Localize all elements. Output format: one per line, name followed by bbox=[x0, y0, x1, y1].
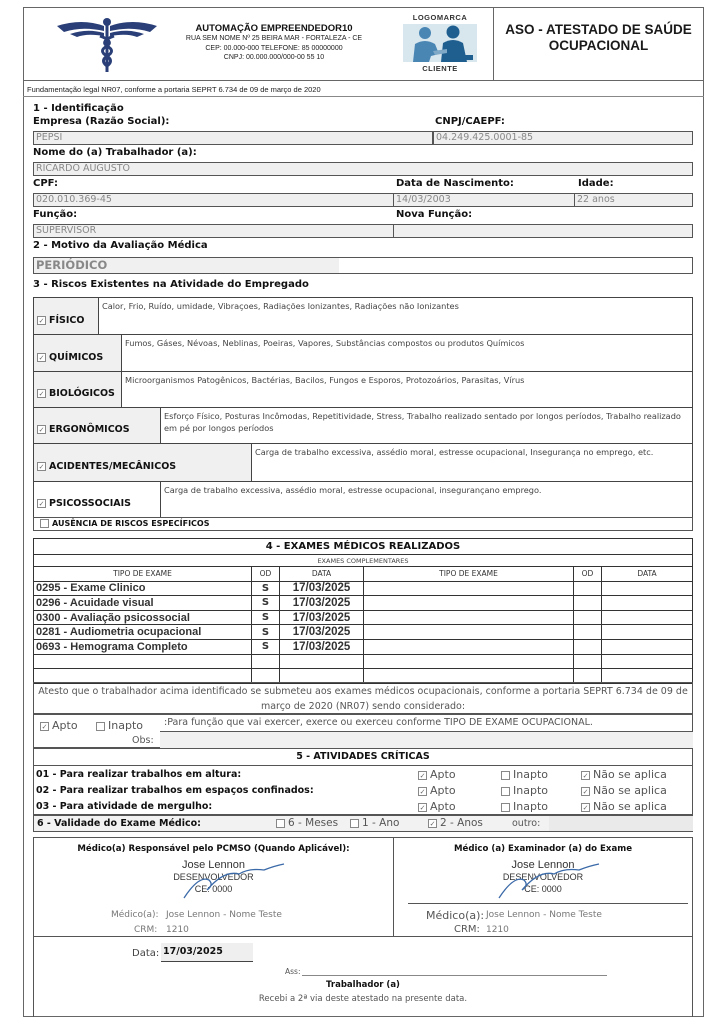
examiner-doctor-name: Jose Lennon bbox=[511, 859, 575, 871]
table-row: 0295 - Exame Clinico S 17/03/2025 bbox=[34, 581, 693, 596]
birth-date-field[interactable]: 14/03/2003 bbox=[393, 193, 575, 207]
critical-na-option[interactable]: ✓ Não se aplica bbox=[582, 768, 667, 781]
exams-subtitle: EXAMES COMPLEMENTARES bbox=[34, 555, 693, 567]
risk-row-acidentes bbox=[33, 443, 693, 482]
company-name: AUTOMAÇÃO EMPREENDEDOR10 bbox=[195, 23, 353, 34]
pcmso-doctor-name: Jose Lennon bbox=[182, 859, 245, 871]
critical-inapto-option[interactable]: Inapto bbox=[501, 784, 548, 797]
receipt-text: Recebi a 2ª via deste atestado na presente data. bbox=[258, 994, 468, 1004]
col-header-od-2: OD bbox=[574, 567, 602, 582]
aptitude-area bbox=[33, 714, 693, 748]
examiner-doctor-signature bbox=[394, 838, 692, 936]
inapto-option[interactable]: Inapto bbox=[96, 719, 143, 732]
exams-header-row bbox=[34, 567, 693, 582]
new-role-label: Nova Função: bbox=[396, 209, 473, 220]
birth-date-label: Data de Nascimento: bbox=[396, 178, 514, 189]
pcmso-doctor-signature bbox=[34, 838, 394, 936]
cpf-field[interactable]: 020.010.369-45 bbox=[33, 193, 394, 207]
pcmso-doctor-crm-label: CRM: bbox=[134, 925, 158, 935]
receipt-date-field[interactable]: 17/03/2025 bbox=[161, 943, 253, 962]
table-row: 0300 - Avaliação psicossocial S 17/03/2025 bbox=[34, 610, 693, 625]
critical-na-option[interactable]: ✓ Não se aplica bbox=[582, 800, 667, 813]
evaluation-field[interactable]: PERIÓDICO bbox=[34, 258, 339, 273]
signature-scribble-icon bbox=[494, 860, 604, 900]
critical-apto-option[interactable]: ✓ Apto bbox=[419, 784, 456, 797]
checkbox-ergonomicos[interactable]: ✓ bbox=[38, 426, 45, 434]
risk-desc-biologicos: Microorganismos Patogênicos, Bactérias, Bacilos, Fungos e Esporos, Protozoários, Parasitas, Vírus bbox=[125, 375, 525, 385]
worker-label: Trabalhador (a) bbox=[326, 980, 400, 990]
worker-signature-line[interactable] bbox=[302, 975, 607, 976]
critical-inapto-option[interactable]: Inapto bbox=[501, 800, 548, 813]
critical-na-option[interactable]: ✓ Não se aplica bbox=[582, 784, 667, 797]
risk-desc-quimicos: Fumos, Gáses, Névoas, Neblinas, Poeiras, Vapores, Substâncias compostos ou produtos Químicos bbox=[125, 338, 525, 348]
checkbox-inapto[interactable] bbox=[96, 722, 105, 731]
risk-desc-fisico: Calor, Frio, Ruído, umidade, Vibraçoes, Radiações Ionizantes, Radiações não Ionizantes bbox=[102, 301, 459, 311]
client-logo-top-text: LOGOMARCA bbox=[412, 13, 468, 22]
receipt-date-label: Data: bbox=[132, 948, 160, 959]
risk-row-ergonomicos bbox=[33, 407, 693, 444]
role-field[interactable]: SUPERVISOR bbox=[33, 224, 394, 238]
examiner-doctor-title: Médico (a) Examinador (a) do Exame bbox=[453, 844, 633, 854]
pcmso-doctor-crm-value: 1210 bbox=[166, 925, 189, 935]
col-header-exam-type: TIPO DE EXAME bbox=[34, 567, 252, 582]
cpf-label: CPF: bbox=[33, 178, 58, 189]
validity-other-label: outro: bbox=[512, 818, 541, 829]
role-label: Função: bbox=[33, 209, 78, 220]
examiner-doctor-role: DESENVOLVEDOR bbox=[502, 872, 584, 882]
signatures-box bbox=[33, 837, 693, 937]
document-title-line-2: OCUPACIONAL bbox=[548, 38, 649, 53]
pcmso-doctor-medico-value: Jose Lennon - Nome Teste bbox=[166, 910, 282, 920]
section-evaluation-title: 2 - Motivo da Avaliação Médica bbox=[33, 240, 208, 251]
risk-label-ergonomicos[interactable]: ✓ ERGONÔMICOS bbox=[34, 408, 161, 443]
section-risks-title: 3 - Riscos Existentes na Atividade do Empregado bbox=[33, 279, 309, 290]
new-role-field[interactable] bbox=[393, 224, 693, 238]
age-field[interactable]: 22 anos bbox=[574, 193, 693, 207]
critical-apto-option[interactable]: ✓ Apto bbox=[419, 800, 456, 813]
critical-apto-option[interactable]: ✓ Apto bbox=[419, 768, 456, 781]
client-logo bbox=[390, 13, 490, 79]
pcmso-doctor-medico-label: Médico(a): bbox=[111, 910, 159, 920]
obs-field[interactable] bbox=[160, 732, 693, 748]
cnpj-label: CNPJ/CAEPF: bbox=[435, 116, 505, 127]
col-header-od: OD bbox=[252, 567, 280, 582]
worker-receipt-area bbox=[33, 937, 693, 1017]
validity-other-field[interactable] bbox=[549, 816, 693, 831]
checkbox-apto[interactable]: ✓ bbox=[41, 722, 48, 731]
pcmso-doctor-ce: CE: 0000 bbox=[194, 884, 233, 894]
apto-option[interactable]: ✓ Apto bbox=[41, 719, 78, 732]
examiner-doctor-crm-value: 1210 bbox=[486, 925, 509, 935]
risk-label-fisico[interactable]: ✓ FÍSICO bbox=[34, 298, 99, 334]
caduceus-icon bbox=[52, 14, 162, 74]
worker-name-label: Nome do (a) Trabalhador (a): bbox=[33, 147, 197, 158]
risk-label-acidentes[interactable]: ✓ ACIDENTES/MECÂNICOS bbox=[34, 444, 252, 481]
exams-table bbox=[33, 538, 693, 684]
checkbox-biologicos[interactable]: ✓ bbox=[38, 390, 45, 398]
document-title bbox=[494, 8, 703, 80]
header bbox=[23, 7, 704, 81]
exams-title: 4 - EXAMES MÉDICOS REALIZADOS bbox=[34, 539, 693, 555]
risk-label-psicossociais[interactable]: ✓ PSICOSSOCIAIS bbox=[34, 482, 161, 517]
legal-basis: Fundamentação legal NR07, conforme a portaria SEPRT 6.734 de 09 de março de 2020 bbox=[27, 85, 321, 94]
worker-signature-label: Ass: bbox=[285, 967, 301, 976]
divider bbox=[23, 96, 704, 97]
examiner-doctor-ce: CE: 0000 bbox=[524, 884, 562, 894]
table-row bbox=[34, 654, 693, 669]
company-field[interactable]: PEPSI bbox=[33, 131, 433, 145]
header-company-area bbox=[24, 8, 494, 80]
checkbox-acidentes[interactable]: ✓ bbox=[38, 463, 45, 471]
handshake-icon bbox=[403, 24, 477, 62]
col-header-date-2: DATA bbox=[602, 567, 693, 582]
critical-activities-title: 5 - ATIVIDADES CRÍTICAS bbox=[33, 748, 693, 766]
absence-of-risks-row[interactable]: AUSÊNCIA DE RISCOS ESPECÍFICOS bbox=[33, 517, 693, 531]
signature-line bbox=[408, 903, 688, 904]
risk-desc-acidentes: Carga de trabalho excessiva, assédio moral, estresse ocupacional, Insegurança no emprego, etc. bbox=[255, 447, 654, 457]
company-contact: CEP: 00.000-000 TELEFONE: 85 00000000 bbox=[205, 44, 343, 52]
validity-option-2-years[interactable]: ✓ 2 - Anos bbox=[429, 817, 483, 829]
signature-scribble-icon bbox=[179, 860, 289, 900]
checkbox-fisico[interactable]: ✓ bbox=[38, 316, 45, 325]
validity-row bbox=[33, 815, 693, 832]
risk-row-quimicos bbox=[33, 334, 693, 372]
risk-row-fisico bbox=[33, 297, 693, 335]
col-header-exam-type-2: TIPO DE EXAME bbox=[364, 567, 574, 582]
checkbox-quimicos[interactable]: ✓ bbox=[38, 353, 45, 362]
function-statement: :Para função que vai exercer, exerce ou exerceu conforme TIPO DE EXAME OCUPACIONAL. bbox=[160, 715, 693, 732]
checkbox-absence-of-risks[interactable] bbox=[40, 519, 49, 528]
pcmso-doctor-role: DESENVOLVEDOR bbox=[173, 872, 254, 882]
examiner-doctor-crm-label: CRM: bbox=[454, 924, 480, 935]
examiner-doctor-medico-value: Jose Lennon - Nome Teste bbox=[486, 910, 602, 920]
risk-desc-ergonomicos: Esforço Físico, Posturas Incômodas, Repetitividade, Stress, Trabalho realizado sentado por longos períodos, Trabalho realizado em pé por longos períodos bbox=[164, 411, 681, 433]
risk-label-biologicos[interactable]: ✓ BIOLÓGICOS bbox=[34, 372, 122, 407]
company-address: RUA SEM NOME Nº 25 BEIRA MAR - FORTALEZA - CE bbox=[185, 35, 363, 42]
company-info bbox=[159, 23, 389, 63]
validity-option-6-months[interactable]: 6 - Meses bbox=[276, 817, 338, 829]
company-label: Empresa (Razão Social): bbox=[33, 116, 170, 127]
table-row: 0296 - Acuidade visual S 17/03/2025 bbox=[34, 596, 693, 611]
cnpj-field[interactable]: 04.249.425.0001-85 bbox=[433, 131, 693, 145]
risk-label-quimicos[interactable]: ✓ QUÍMICOS bbox=[34, 335, 122, 371]
critical-row-label: 01 - Para realizar trabalhos em altura: bbox=[36, 769, 242, 780]
attestation-text: Atesto que o trabalhador acima identificado se submeteu aos exames médicos ocupacionais, conforme a portaria SEPRT 6.734 de 09 de março de 2020 (NR07) sendo considerado: bbox=[33, 682, 693, 714]
checkbox-psicossociais[interactable]: ✓ bbox=[38, 500, 45, 508]
examiner-doctor-medico-label: Médico(a): bbox=[426, 909, 485, 922]
table-row: 0693 - Hemograma Completo S 17/03/2025 bbox=[34, 639, 693, 654]
risk-row-biologicos bbox=[33, 371, 693, 408]
section-identification-title: 1 - Identificação bbox=[33, 103, 124, 114]
risk-row-psicossociais bbox=[33, 481, 693, 518]
worker-name-field[interactable]: RICARDO AUGUSTO bbox=[33, 162, 693, 176]
company-cnpj: CNPJ: 00.000.000/000-00 55 10 bbox=[223, 54, 325, 61]
validity-option-1-year[interactable]: 1 - Ano bbox=[350, 817, 399, 829]
client-logo-bottom-text: CLIENTE bbox=[422, 64, 458, 73]
critical-row-label: 02 - Para realizar trabalhos em espaços confinados: bbox=[36, 785, 314, 796]
table-row: 0281 - Audiometria ocupacional S 17/03/2025 bbox=[34, 625, 693, 640]
critical-inapto-option[interactable]: Inapto bbox=[501, 768, 548, 781]
validity-label: 6 - Validade do Exame Médico: bbox=[37, 818, 201, 829]
age-label: Idade: bbox=[578, 178, 614, 189]
pcmso-doctor-title: Médico(a) Responsável pelo PCMSO (Quando Aplicável): bbox=[77, 844, 350, 854]
obs-label: Obs: bbox=[132, 735, 154, 746]
col-header-date: DATA bbox=[280, 567, 364, 582]
critical-row-label: 03 - Para atividade de mergulho: bbox=[36, 801, 213, 812]
document-title-line-1: ASO - ATESTADO DE SAÚDE bbox=[505, 22, 692, 37]
risk-desc-psicossociais: Carga de trabalho excessiva, assédio moral, estresse ocupacional, insegurançano emprego. bbox=[164, 485, 542, 495]
